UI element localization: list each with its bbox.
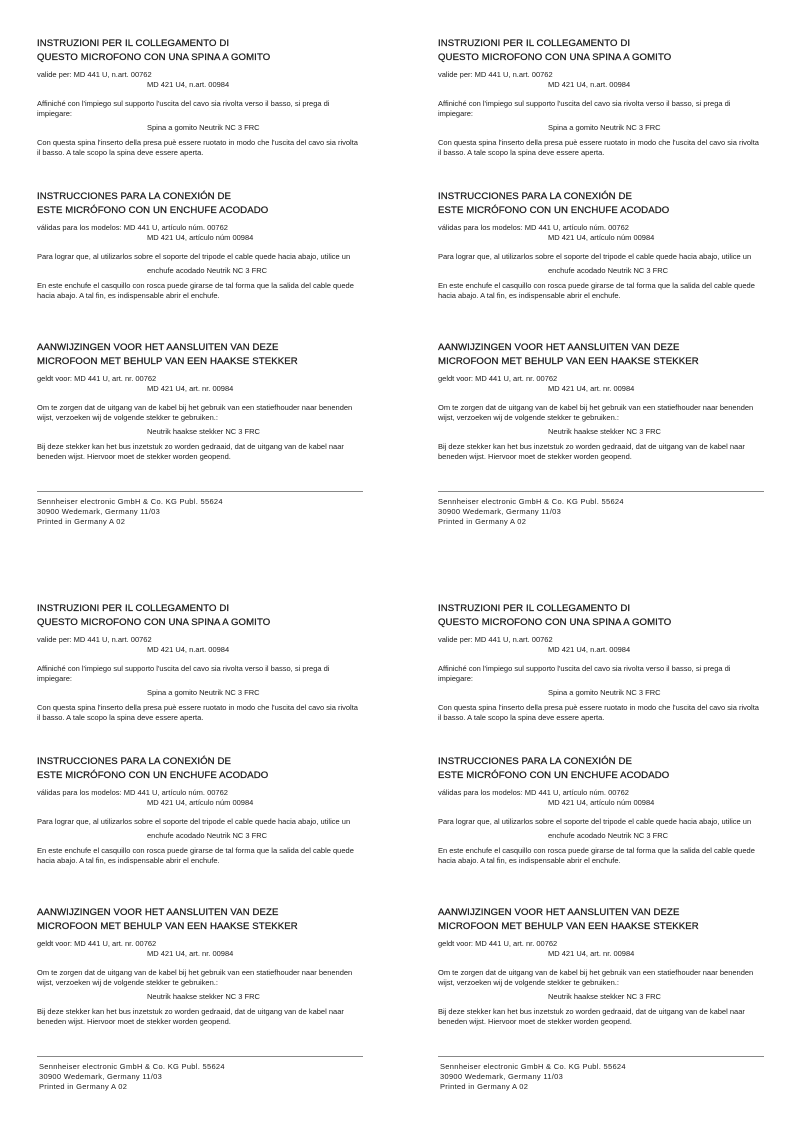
section-spanish (37, 755, 363, 866)
valid-models-line-2: MD 421 U4, n.art. 00984 (548, 645, 631, 654)
valid-models-line-1: geldt voor: MD 441 U, art. nr. 00762 (438, 939, 558, 948)
section-heading-line-2: ESTE MICRÓFONO CON UN ENCHUFE ACODADO (37, 204, 269, 216)
plug-name: enchufe acodado Neutrik NC 3 FRC (147, 831, 268, 840)
valid-models-line-1: válidas para los modelos: MD 441 U, artículo núm. 00762 (438, 223, 629, 232)
footer-line-publisher: Sennheiser electronic GmbH & Co. KG Publ. 55624 (37, 497, 223, 506)
footer-line-publisher: Sennheiser electronic GmbH & Co. KG Publ. 55624 (440, 1062, 626, 1071)
section-heading-line-2: MICROFOON MET BEHULP VAN EEN HAAKSE STEKKER (37, 920, 298, 932)
section-heading-line-1: INSTRUCCIONES PARA LA CONEXIÓN DE (438, 191, 632, 202)
valid-models-line-1: geldt voor: MD 441 U, art. nr. 00762 (438, 374, 558, 383)
section-heading-line-1: INSTRUCCIONES PARA LA CONEXIÓN DE (37, 191, 231, 202)
explanation-paragraph: En este enchufe el casquillo con rosca puede girarse de tal forma que la salida del cable quede hacia abajo. A tal fin, es indispensable abrir el enchufe. (37, 846, 354, 865)
valid-models-line-1: valide per: MD 441 U, n.art. 00762 (438, 635, 553, 644)
valid-models-line-1: geldt voor: MD 441 U, art. nr. 00762 (37, 374, 157, 383)
section-heading-line-1: INSTRUZIONI PER IL COLLEGAMENTO DI (438, 38, 631, 49)
publisher-footer (39, 1062, 225, 1092)
section-dutch (37, 906, 363, 1027)
footer-line-address: 30900 Wedemark, Germany 11/03 (438, 507, 562, 516)
valid-models-line-2: MD 421 U4, artículo núm 00984 (147, 798, 254, 807)
explanation-paragraph: Bij deze stekker kan het bus inzetstuk zo worden gedraaid, dat de uitgang van de kabel naar beneden wijst. Hiervoor moet de stekker worden geopend. (37, 1007, 344, 1026)
instruction-paragraph: Affiniché con l'impiego sul supporto l'uscita del cavo sia rivolta verso il basso, si prega di impiegare: (438, 99, 731, 118)
valid-models-line-2: MD 421 U4, art. nr. 00984 (548, 949, 635, 958)
valid-models-line-1: válidas para los modelos: MD 441 U, artículo núm. 00762 (37, 223, 228, 232)
plug-name: Neutrik haakse stekker NC 3 FRC (147, 427, 260, 436)
section-italian (37, 602, 363, 723)
section-heading-line-1: INSTRUCCIONES PARA LA CONEXIÓN DE (37, 756, 231, 767)
plug-name: enchufe acodado Neutrik NC 3 FRC (548, 831, 669, 840)
publisher-footer (37, 497, 223, 527)
instruction-paragraph: Para lograr que, al utilizarlos sobre el soporte del tripode el cable quede hacia abajo, utilice un (37, 252, 351, 261)
explanation-paragraph: Con questa spina l'inserto della presa puè essere ruotato in modo che l'uscita del cavo sia rivolta il basso. A tale scopo la spina deve essere aperta. (37, 138, 358, 157)
section-heading-line-2: QUESTO MICROFONO CON UNA SPINA A GOMITO (438, 51, 672, 63)
section-heading-line-2: ESTE MICRÓFONO CON UN ENCHUFE ACODADO (37, 769, 269, 781)
section-heading-line-2: MICROFOON MET BEHULP VAN EEN HAAKSE STEKKER (37, 355, 298, 367)
plug-name: Spina a gomito Neutrik NC 3 FRC (548, 123, 661, 132)
section-dutch (37, 341, 363, 462)
explanation-paragraph: Bij deze stekker kan het bus inzetstuk zo worden gedraaid, dat de uitgang van de kabel naar beneden wijst. Hiervoor moet de stekker worden geopend. (438, 1007, 745, 1026)
valid-models-line-2: MD 421 U4, artículo núm 00984 (548, 233, 655, 242)
plug-name: Spina a gomito Neutrik NC 3 FRC (147, 688, 260, 697)
section-heading-line-2: QUESTO MICROFONO CON UNA SPINA A GOMITO (37, 616, 271, 628)
explanation-paragraph: Bij deze stekker kan het bus inzetstuk zo worden gedraaid, dat de uitgang van de kabel naar beneden wijst. Hiervoor moet de stekker worden geopend. (438, 442, 745, 461)
plug-name: Neutrik haakse stekker NC 3 FRC (548, 992, 661, 1001)
section-heading-line-1: INSTRUZIONI PER IL COLLEGAMENTO DI (37, 38, 230, 49)
explanation-paragraph: Bij deze stekker kan het bus inzetstuk zo worden gedraaid, dat de uitgang van de kabel naar beneden wijst. Hiervoor moet de stekker worden geopend. (37, 442, 344, 461)
valid-models-line-2: MD 421 U4, art. nr. 00984 (548, 384, 635, 393)
footer-line-address: 30900 Wedemark, Germany 11/03 (440, 1072, 564, 1081)
instruction-paragraph: Para lograr que, al utilizarlos sobre el soporte del tripode el cable quede hacia abajo, utilice un (438, 817, 752, 826)
footer-divider (438, 491, 764, 492)
section-italian (37, 37, 363, 158)
footer-divider (37, 491, 363, 492)
valid-models-line-1: válidas para los modelos: MD 441 U, artículo núm. 00762 (438, 788, 629, 797)
footer-divider (438, 1056, 764, 1057)
section-heading-line-1: INSTRUCCIONES PARA LA CONEXIÓN DE (438, 756, 632, 767)
section-heading-line-2: MICROFOON MET BEHULP VAN EEN HAAKSE STEKKER (438, 920, 699, 932)
valid-models-line-2: MD 421 U4, n.art. 00984 (147, 80, 230, 89)
footer-line-address: 30900 Wedemark, Germany 11/03 (37, 507, 161, 516)
instruction-paragraph: Para lograr que, al utilizarlos sobre el soporte del tripode el cable quede hacia abajo, utilice un (438, 252, 752, 261)
section-heading-line-1: AANWIJZINGEN VOOR HET AANSLUITEN VAN DEZE (37, 342, 279, 353)
section-heading-line-1: AANWIJZINGEN VOOR HET AANSLUITEN VAN DEZE (438, 907, 680, 918)
explanation-paragraph: En este enchufe el casquillo con rosca puede girarse de tal forma que la salida del cable quede hacia abajo. A tal fin, es indispensable abrir el enchufe. (438, 846, 755, 865)
valid-models-line-2: MD 421 U4, artículo núm 00984 (147, 233, 254, 242)
instruction-paragraph: Om te zorgen dat de uitgang van de kabel bij het gebruik van een statiefhouder naar benenden wijst, verzoeken wij de volgende stekker te gebruiken.: (37, 403, 353, 422)
instruction-paragraph: Affiniché con l'impiego sul supporto l'uscita del cavo sia rivolta verso il basso, si prega di impiegare: (438, 664, 731, 683)
plug-name: enchufe acodado Neutrik NC 3 FRC (147, 266, 268, 275)
instruction-leaflet (438, 602, 764, 1102)
section-italian (438, 37, 764, 158)
instruction-leaflet (37, 602, 363, 1102)
valid-models-line-1: geldt voor: MD 441 U, art. nr. 00762 (37, 939, 157, 948)
instruction-leaflet (37, 37, 363, 537)
section-italian (438, 602, 764, 723)
explanation-paragraph: Con questa spina l'inserto della presa puè essere ruotato in modo che l'uscita del cavo sia rivolta il basso. A tale scopo la spina deve essere aperta. (37, 703, 358, 722)
section-heading-line-2: QUESTO MICROFONO CON UNA SPINA A GOMITO (37, 51, 271, 63)
valid-models-line-1: valide per: MD 441 U, n.art. 00762 (37, 635, 152, 644)
explanation-paragraph: En este enchufe el casquillo con rosca puede girarse de tal forma que la salida del cable quede hacia abajo. A tal fin, es indispensable abrir el enchufe. (438, 281, 755, 300)
explanation-paragraph: Con questa spina l'inserto della presa puè essere ruotato in modo che l'uscita del cavo sia rivolta il basso. A tale scopo la spina deve essere aperta. (438, 138, 759, 157)
section-spanish (438, 190, 764, 301)
plug-name: Spina a gomito Neutrik NC 3 FRC (548, 688, 661, 697)
section-heading-line-1: AANWIJZINGEN VOOR HET AANSLUITEN VAN DEZE (438, 342, 680, 353)
plug-name: Neutrik haakse stekker NC 3 FRC (548, 427, 661, 436)
plug-name: Neutrik haakse stekker NC 3 FRC (147, 992, 260, 1001)
section-dutch (438, 906, 764, 1027)
section-heading-line-2: ESTE MICRÓFONO CON UN ENCHUFE ACODADO (438, 204, 670, 216)
footer-line-printed: Printed in Germany A 02 (37, 517, 126, 526)
section-heading-line-1: INSTRUZIONI PER IL COLLEGAMENTO DI (37, 603, 230, 614)
section-heading-line-2: MICROFOON MET BEHULP VAN EEN HAAKSE STEKKER (438, 355, 699, 367)
footer-divider (37, 1056, 363, 1057)
valid-models-line-1: válidas para los modelos: MD 441 U, artículo núm. 00762 (37, 788, 228, 797)
section-heading-line-1: AANWIJZINGEN VOOR HET AANSLUITEN VAN DEZE (37, 907, 279, 918)
section-spanish (37, 190, 363, 301)
footer-line-publisher: Sennheiser electronic GmbH & Co. KG Publ. 55624 (438, 497, 624, 506)
explanation-paragraph: En este enchufe el casquillo con rosca puede girarse de tal forma que la salida del cable quede hacia abajo. A tal fin, es indispensable abrir el enchufe. (37, 281, 354, 300)
valid-models-line-1: valide per: MD 441 U, n.art. 00762 (438, 70, 553, 79)
valid-models-line-2: MD 421 U4, artículo núm 00984 (548, 798, 655, 807)
instruction-paragraph: Om te zorgen dat de uitgang van de kabel bij het gebruik van een statiefhouder naar benenden wijst, verzoeken wij de volgende stekker te gebruiken.: (438, 968, 754, 987)
instruction-paragraph: Affiniché con l'impiego sul supporto l'uscita del cavo sia rivolta verso il basso, si prega di impiegare: (37, 664, 330, 683)
instruction-paragraph: Om te zorgen dat de uitgang van de kabel bij het gebruik van een statiefhouder naar benenden wijst, verzoeken wij de volgende stekker te gebruiken.: (438, 403, 754, 422)
footer-line-printed: Printed in Germany A 02 (440, 1082, 529, 1091)
instruction-paragraph: Para lograr que, al utilizarlos sobre el soporte del tripode el cable quede hacia abajo, utilice un (37, 817, 351, 826)
valid-models-line-1: valide per: MD 441 U, n.art. 00762 (37, 70, 152, 79)
instruction-paragraph: Om te zorgen dat de uitgang van de kabel bij het gebruik van een statiefhouder naar benenden wijst, verzoeken wij de volgende stekker te gebruiken.: (37, 968, 353, 987)
section-heading-line-1: INSTRUZIONI PER IL COLLEGAMENTO DI (438, 603, 631, 614)
publisher-footer (438, 497, 624, 527)
valid-models-line-2: MD 421 U4, art. nr. 00984 (147, 384, 234, 393)
valid-models-line-2: MD 421 U4, n.art. 00984 (147, 645, 230, 654)
publisher-footer (440, 1062, 626, 1092)
footer-line-printed: Printed in Germany A 02 (39, 1082, 128, 1091)
section-dutch (438, 341, 764, 462)
explanation-paragraph: Con questa spina l'inserto della presa puè essere ruotato in modo che l'uscita del cavo sia rivolta il basso. A tale scopo la spina deve essere aperta. (438, 703, 759, 722)
section-spanish (438, 755, 764, 866)
valid-models-line-2: MD 421 U4, art. nr. 00984 (147, 949, 234, 958)
plug-name: enchufe acodado Neutrik NC 3 FRC (548, 266, 669, 275)
valid-models-line-2: MD 421 U4, n.art. 00984 (548, 80, 631, 89)
footer-line-address: 30900 Wedemark, Germany 11/03 (39, 1072, 163, 1081)
footer-line-printed: Printed in Germany A 02 (438, 517, 527, 526)
footer-line-publisher: Sennheiser electronic GmbH & Co. KG Publ. 55624 (39, 1062, 225, 1071)
section-heading-line-2: ESTE MICRÓFONO CON UN ENCHUFE ACODADO (438, 769, 670, 781)
instruction-paragraph: Affiniché con l'impiego sul supporto l'uscita del cavo sia rivolta verso il basso, si prega di impiegare: (37, 99, 330, 118)
instruction-leaflet (438, 37, 764, 537)
plug-name: Spina a gomito Neutrik NC 3 FRC (147, 123, 260, 132)
section-heading-line-2: QUESTO MICROFONO CON UNA SPINA A GOMITO (438, 616, 672, 628)
